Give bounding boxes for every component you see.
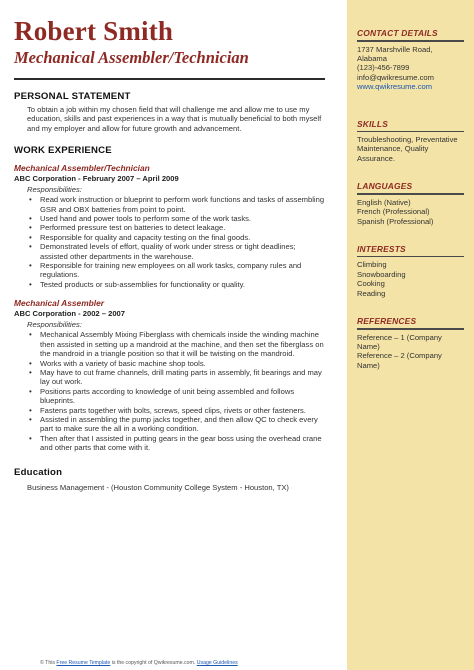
skills-heading: SKILLS xyxy=(357,118,388,129)
languages-section xyxy=(347,181,464,226)
references-divider xyxy=(357,328,464,330)
contact-heading: CONTACT DETAILS xyxy=(357,28,438,38)
list-item: • Assisted in assembling the pump jacks together, and then allow QC to check every part to make sure the all in a working condition. xyxy=(29,415,325,434)
list-item: English (Native) xyxy=(357,197,411,207)
skills-section xyxy=(347,119,464,164)
languages-divider xyxy=(357,193,464,195)
list-item: Spanish (Professional) xyxy=(357,216,434,226)
responsibilities-list xyxy=(14,195,325,289)
languages-list xyxy=(357,198,464,226)
sidebar xyxy=(347,0,474,670)
references-heading: REFERENCES xyxy=(357,316,417,327)
list-item: Reading xyxy=(357,288,386,298)
list-item: • Responsible for quality and capacity testing on the final goods. xyxy=(29,233,325,242)
candidate-title: Mechanical Assembler/Technician xyxy=(14,48,249,67)
personal-statement-section xyxy=(14,91,325,133)
contact-divider xyxy=(357,40,464,42)
free-resume-template-link[interactable]: Free Resume Template xyxy=(56,660,111,666)
list-item: Reference – 2 (Company Name) xyxy=(357,351,442,370)
list-item: • Then after that I assisted in putting gears in the gear boss using the overhead crane and other parts that come with it. xyxy=(29,434,325,453)
list-item: • Tested products or sub-assemblies for functionality or quality. xyxy=(29,280,325,289)
footer xyxy=(40,660,238,666)
list-item: • Fastens parts together with bolts, screws, speed clips, rivets or other fasteners. xyxy=(29,406,325,415)
languages-heading: LANGUAGES xyxy=(357,181,413,192)
education-heading: Education xyxy=(14,466,63,478)
skills-text: Troubleshooting, Preventative Maintenance, Quality Assurance. xyxy=(357,135,458,163)
list-item: • Performed pressure test on batteries to detect leakage. xyxy=(29,223,325,232)
list-item: • Works with a variety of basic machine shop tools. xyxy=(29,359,325,368)
list-item: • Positions parts according to knowledge of unit being assembled and follows blueprints. xyxy=(29,387,325,406)
usage-guidelines-link[interactable]: Usage Guidelines xyxy=(196,660,238,666)
interests-divider xyxy=(357,256,464,258)
contact-info xyxy=(357,45,464,92)
list-item: • Used hand and power tools to perform some of the work tasks. xyxy=(29,214,325,223)
interests-list xyxy=(357,260,464,298)
job-company-dates: ABC Corporation - February 2007 – April 2009 xyxy=(14,174,179,184)
job-title: Mechanical Assembler/Technician xyxy=(14,163,150,174)
education-entry: Business Management - (Houston Community College System - Houston, TX) xyxy=(27,482,289,492)
list-item: • Read work instruction or blueprint to perform work functions and tasks of assembling GSR and OBX batteries from point to point. xyxy=(29,195,325,214)
responsibilities-list xyxy=(14,330,325,452)
email-address[interactable]: info@qwikresume.com xyxy=(357,72,434,82)
responsibilities-label: Responsibilities: xyxy=(27,185,82,195)
references-list xyxy=(357,333,464,371)
list-item: • Demonstrated levels of effort, quality of work under stress or tight deadlines; assisted other departments in the warehouse. xyxy=(29,242,325,261)
phone-number: (123)-456-7899 xyxy=(357,63,410,73)
footer-prefix: © This xyxy=(40,660,57,666)
address-line: Alabama xyxy=(357,53,387,63)
education-section xyxy=(14,467,325,492)
header-divider xyxy=(14,78,325,80)
job-entry xyxy=(14,163,325,289)
list-item: • May have to cut frame channels, drill mating parts in assembly, fit bearings and may lay out work. xyxy=(29,368,325,387)
job-company-dates: ABC Corporation - 2002 – 2007 xyxy=(14,309,125,319)
contact-section xyxy=(347,0,464,92)
list-item: Snowboarding xyxy=(357,269,406,279)
interests-heading: INTERESTS xyxy=(357,243,406,254)
list-item: • Responsible for training new employees on all work tasks, company rules and regulations. xyxy=(29,261,325,280)
list-item: Reference – 1 (Company Name) xyxy=(357,332,442,351)
job-entry xyxy=(14,298,325,452)
address-line: 1737 Marshville Road, xyxy=(357,44,433,54)
list-item: • Mechanical Assembly Mixing Fiberglass with chemicals inside the winding machine then assisted in setting up a mandroid at the machine, and then set the fiberglass on the mandroid in a triangle position so that it will be twisting on the mandroid. xyxy=(29,330,325,358)
interests-section xyxy=(347,244,464,298)
personal-statement-text: To obtain a job within my chosen field that will challenge me and allow me to use my education, skills and past experiences in a way that is mutually beneficial to both myself and my employer and allow for future growth and advancement. xyxy=(27,105,322,133)
footer-middle: is the copyright of Qwikresume.com. xyxy=(110,660,197,666)
list-item: French (Professional) xyxy=(357,207,430,217)
candidate-name: Robert Smith xyxy=(14,16,174,46)
list-item: Climbing xyxy=(357,260,387,270)
responsibilities-label: Responsibilities: xyxy=(27,320,82,330)
work-experience-section xyxy=(14,145,325,452)
work-experience-heading: WORK EXPERIENCE xyxy=(14,145,112,157)
list-item: Cooking xyxy=(357,279,385,289)
job-title: Mechanical Assembler xyxy=(14,298,104,309)
website-link[interactable]: www.qwikresume.com xyxy=(357,82,433,92)
references-section xyxy=(347,316,464,370)
skills-divider xyxy=(357,131,464,133)
personal-statement-heading: PERSONAL STATEMENT xyxy=(14,91,131,102)
